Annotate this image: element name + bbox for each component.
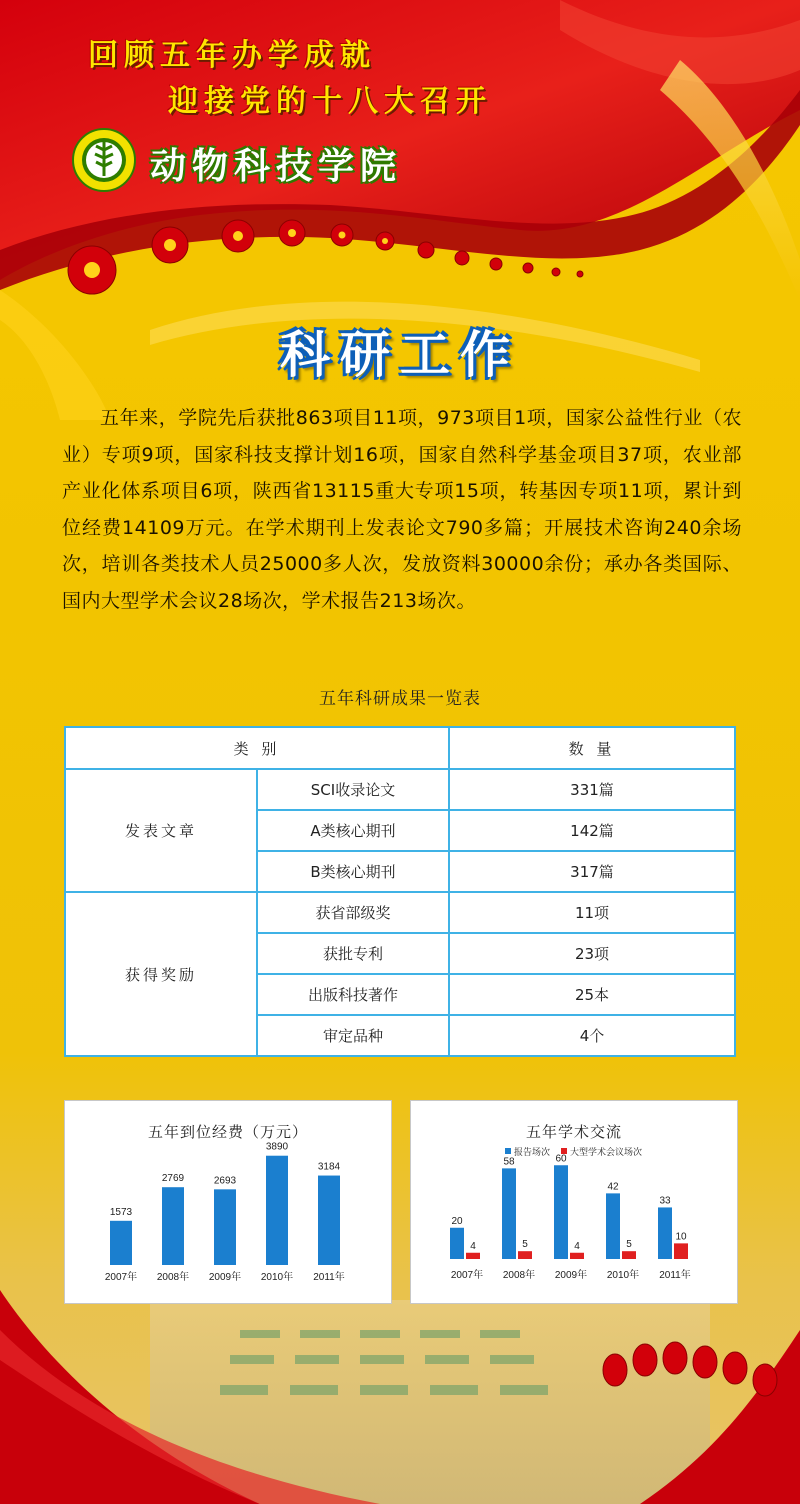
funding-data-label: 2693 bbox=[213, 1175, 237, 1187]
report-data-label: 33 bbox=[659, 1195, 671, 1207]
row-value: 11项 bbox=[449, 892, 735, 933]
headline-line-2: 迎接党的十八大召开 bbox=[168, 84, 492, 119]
report-bar bbox=[658, 1207, 672, 1259]
funding-bar bbox=[318, 1176, 340, 1265]
conference-bar bbox=[466, 1253, 480, 1259]
funding-data-label: 2769 bbox=[161, 1173, 185, 1185]
conference-bar bbox=[674, 1243, 688, 1259]
funding-bar bbox=[266, 1156, 288, 1265]
funding-tick-label: 2009年 bbox=[208, 1272, 242, 1283]
row-item: SCI收录论文 bbox=[257, 769, 449, 810]
report-bar bbox=[606, 1193, 620, 1259]
intro-paragraph: 五年来，学院先后获批863项目11项，973项目1项，国家公益性行业（农业）专项9项，国家科技支撑计划16项，国家自然科学基金项目37项，农业部产业化体系项目6项，陕西省13115重大专项15项，转基因专项11项，累计到位经费14109万元。在学术期刊上发表论文790多篇；开展技术咨询240余场次，培训各类技术人员25000多人次，发放资料30000余份；承办各类国际、国内大型学术会议28场次，学术报告213场次。 bbox=[62, 407, 742, 612]
college-name: 动物科技学院 bbox=[150, 145, 403, 187]
report-bar bbox=[554, 1165, 568, 1259]
legend-swatch bbox=[505, 1148, 511, 1154]
exchange-tick-label: 2008年 bbox=[502, 1270, 536, 1281]
conference-data-label: 5 bbox=[626, 1239, 632, 1251]
funding-tick-label: 2008年 bbox=[156, 1272, 190, 1283]
row-value: 142篇 bbox=[449, 810, 735, 851]
section-title: 科研工作 bbox=[280, 326, 520, 384]
funding-bar bbox=[162, 1187, 184, 1265]
funding-chart-title: 五年到位经费（万元） bbox=[147, 1123, 308, 1141]
exchange-tick-label: 2007年 bbox=[450, 1270, 484, 1281]
report-bar bbox=[502, 1168, 516, 1259]
table-row bbox=[65, 892, 735, 933]
funding-tick-label: 2007年 bbox=[104, 1272, 138, 1283]
funding-tick-label: 2011年 bbox=[313, 1272, 345, 1283]
funding-data-label: 3890 bbox=[265, 1141, 289, 1153]
row-value: 331篇 bbox=[449, 769, 735, 810]
header-category: 类 别 bbox=[65, 727, 449, 769]
row-item: 获批专利 bbox=[257, 933, 449, 974]
funding-tick-label: 2010年 bbox=[260, 1272, 294, 1283]
exchange-tick-label: 2010年 bbox=[606, 1270, 640, 1281]
row-value: 4个 bbox=[449, 1015, 735, 1056]
funding-data-label: 1573 bbox=[109, 1206, 133, 1218]
row-item: A类核心期刊 bbox=[257, 810, 449, 851]
row-value: 23项 bbox=[449, 933, 735, 974]
report-data-label: 60 bbox=[555, 1153, 567, 1165]
report-bar bbox=[450, 1228, 464, 1259]
exchange-tick-label: 2011年 bbox=[659, 1270, 691, 1281]
exchange-tick-label: 2009年 bbox=[554, 1270, 588, 1281]
conference-bar bbox=[622, 1251, 636, 1259]
row-value: 317篇 bbox=[449, 851, 735, 892]
conference-bar bbox=[570, 1253, 584, 1259]
group-label: 获得奖励 bbox=[65, 892, 257, 1056]
report-data-label: 20 bbox=[451, 1215, 463, 1227]
header-quantity: 数 量 bbox=[449, 727, 735, 769]
funding-bar bbox=[110, 1221, 132, 1265]
table-header-row bbox=[65, 727, 735, 769]
row-value: 25本 bbox=[449, 974, 735, 1015]
row-item: 出版科技著作 bbox=[257, 974, 449, 1015]
funding-chart bbox=[64, 1100, 392, 1304]
legend-entry: 大型学术会议场次 bbox=[570, 1148, 643, 1158]
exchange-chart bbox=[410, 1100, 738, 1304]
conference-data-label: 4 bbox=[470, 1240, 476, 1252]
exchange-chart-plot bbox=[411, 1101, 737, 1303]
college-emblem-icon bbox=[72, 128, 136, 192]
results-table bbox=[64, 726, 736, 1057]
conference-data-label: 10 bbox=[675, 1231, 687, 1243]
conference-data-label: 4 bbox=[574, 1240, 580, 1252]
row-item: 审定品种 bbox=[257, 1015, 449, 1056]
conference-data-label: 5 bbox=[522, 1239, 528, 1251]
funding-bar bbox=[214, 1189, 236, 1265]
bottom-ribbon-campus bbox=[0, 1290, 800, 1504]
legend-entry: 报告场次 bbox=[514, 1148, 551, 1158]
row-item: B类核心期刊 bbox=[257, 851, 449, 892]
report-data-label: 58 bbox=[503, 1156, 515, 1168]
exchange-chart-title: 五年学术交流 bbox=[525, 1123, 622, 1141]
table-title: 五年科研成果一览表 bbox=[319, 689, 481, 709]
funding-chart-plot bbox=[65, 1101, 391, 1303]
funding-data-label: 3184 bbox=[317, 1161, 341, 1173]
row-item: 获省部级奖 bbox=[257, 892, 449, 933]
conference-bar bbox=[518, 1251, 532, 1259]
table-row bbox=[65, 769, 735, 810]
group-label: 发表文章 bbox=[65, 769, 257, 892]
report-data-label: 42 bbox=[607, 1181, 619, 1193]
headline-line-1: 回顾五年办学成就 bbox=[88, 38, 376, 73]
